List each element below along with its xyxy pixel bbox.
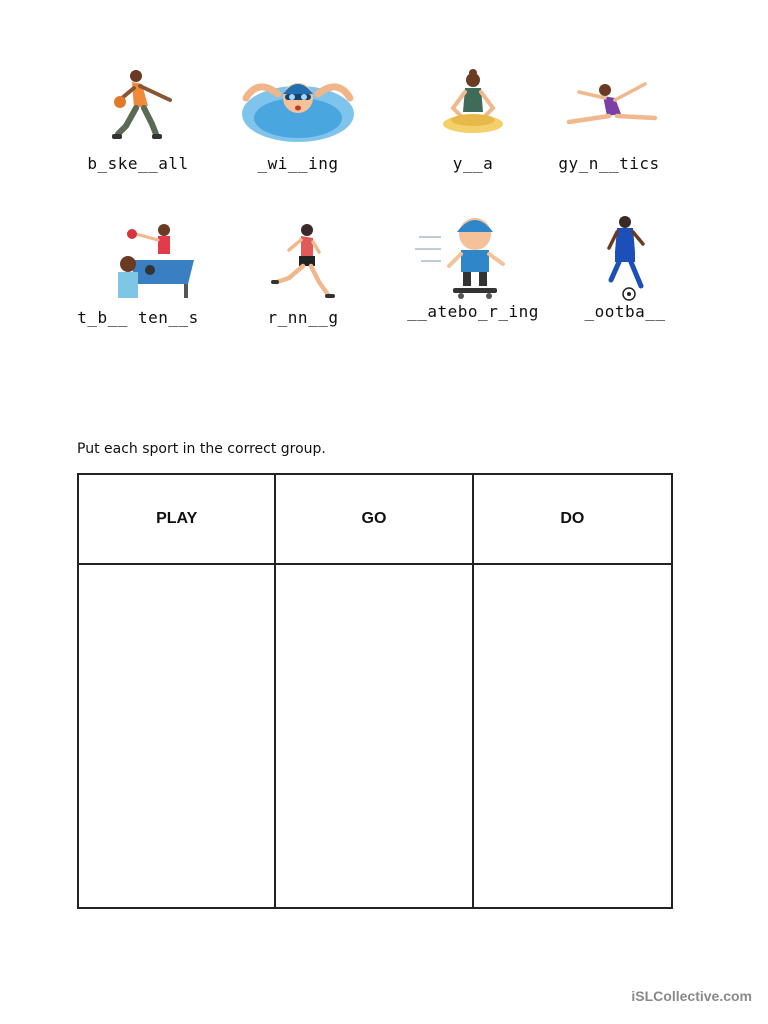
sorting-table xyxy=(77,473,673,909)
column-header-play: PLAY xyxy=(79,475,276,565)
sport-card-gymnastics xyxy=(534,68,684,173)
skateboarder-icon xyxy=(413,214,533,302)
missing-letters-word: _wi__ing xyxy=(257,154,339,173)
column-header-do: DO xyxy=(474,475,671,565)
missing-letters-word: t_b__ ten__s xyxy=(77,308,199,327)
missing-letters-word: __atebo_r_ing xyxy=(407,302,539,321)
yoga-icon xyxy=(413,68,533,148)
sport-card-table-tennis xyxy=(63,222,213,327)
play-answer-cell[interactable] xyxy=(79,565,276,907)
sport-card-skateboarding xyxy=(398,214,548,321)
watermark: iSLCollective.com xyxy=(631,988,752,1004)
do-answer-cell[interactable] xyxy=(474,565,671,907)
sport-card-basketball xyxy=(63,68,213,173)
sports-pictures-area xyxy=(0,0,768,380)
swimmer-icon xyxy=(238,68,358,148)
sport-card-yoga xyxy=(398,68,548,173)
instruction-text: Put each sport in the correct group. xyxy=(77,441,326,457)
footballer-icon xyxy=(565,214,685,302)
sport-card-football xyxy=(550,214,700,321)
table-tennis-icon xyxy=(78,222,198,302)
missing-letters-word: gy_n__tics xyxy=(558,154,660,173)
go-answer-cell[interactable] xyxy=(276,565,473,907)
runner-icon xyxy=(243,222,363,302)
sport-card-swimming xyxy=(223,68,373,173)
gymnast-icon xyxy=(549,68,669,148)
basketball-player-icon xyxy=(78,68,198,148)
column-header-go: GO xyxy=(276,475,473,565)
sport-card-running xyxy=(228,222,378,327)
missing-letters-word: y__a xyxy=(452,154,494,173)
missing-letters-word: r_nn__g xyxy=(267,308,339,327)
missing-letters-word: _ootba__ xyxy=(584,302,666,321)
missing-letters-word: b_ske__all xyxy=(87,154,189,173)
